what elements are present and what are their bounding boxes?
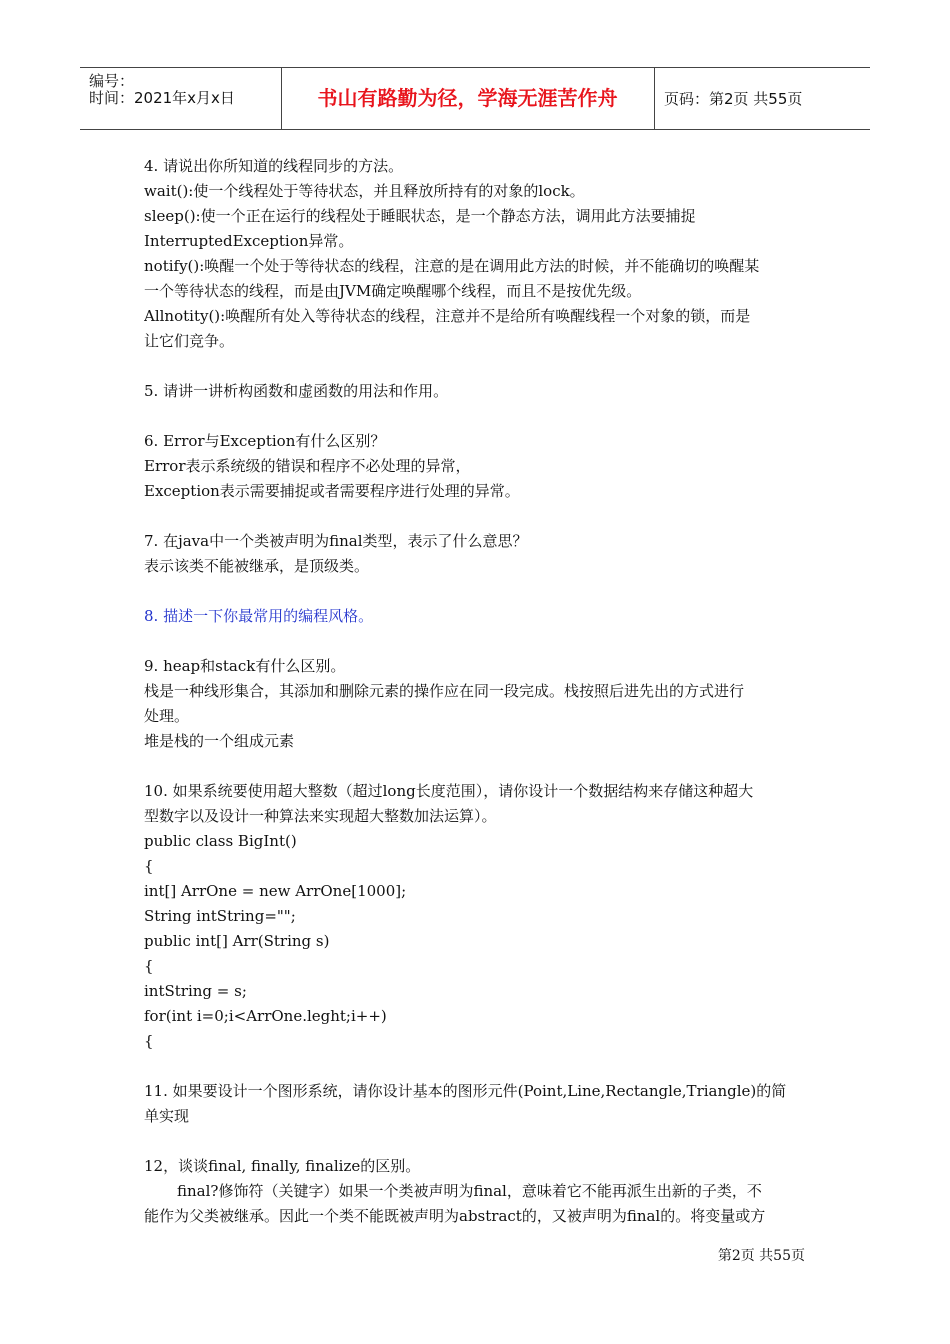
text-line: 堆是栈的一个组成元素	[144, 732, 295, 750]
text-line: String intString="";	[144, 907, 296, 925]
text-line: 9. heap和stack有什么区别。	[144, 657, 346, 675]
text-line: sleep():使一个正在运行的线程处于睡眠状态，是一个静态方法，调用此方法要捕捉	[144, 207, 696, 225]
blank-line	[144, 1054, 808, 1079]
text-line: 单实现	[144, 1107, 190, 1125]
blank-line	[144, 504, 808, 529]
header-page-cell	[655, 68, 870, 129]
text-line: 11. 如果要设计一个图形系统，请你设计基本的图形元件(Point,Line,Rectangle,Triangle)的简	[144, 1082, 787, 1100]
blank-line	[144, 404, 808, 429]
text-line: public int[] Arr(String s)	[144, 932, 330, 950]
time-label: 时间：2021年x月x日	[89, 89, 235, 107]
text-line: wait():使一个线程处于等待状态，并且释放所持有的对象的lock。	[144, 182, 585, 200]
text-line: {	[144, 957, 154, 975]
page-header	[80, 67, 870, 130]
header-motto-cell	[281, 68, 655, 129]
text-line: 能作为父类被继承。因此一个类不能既被声明为abstract的，又被声明为final的。将变量或方	[144, 1207, 766, 1225]
text-line: 12，谈谈final, finally, finalize的区别。	[144, 1157, 421, 1175]
text-line: Error表示系统级的错误和程序不必处理的异常，	[144, 457, 471, 475]
text-line: {	[144, 857, 154, 875]
page-footer: 第2页 共55页	[717, 1248, 805, 1264]
text-line: 让它们竞争。	[144, 332, 235, 350]
text-line: 表示该类不能被继承，是顶级类。	[144, 557, 370, 575]
text-line: {	[144, 1032, 154, 1050]
text-line: Exception表示需要捕捉或者需要程序进行处理的异常。	[144, 482, 520, 500]
blank-line	[144, 354, 808, 379]
text-line: 7. 在java中一个类被声明为final类型，表示了什么意思？	[144, 532, 528, 550]
blank-line	[144, 754, 808, 779]
text-line: intString = s;	[144, 982, 247, 1000]
text-line: 6. Error与Exception有什么区别？	[144, 432, 386, 450]
blank-line	[144, 1129, 808, 1154]
blank-line	[144, 579, 808, 604]
text-line: notify():唤醒一个处于等待状态的线程，注意的是在调用此方法的时候，并不能确切的唤醒某	[144, 257, 760, 275]
text-line: 5. 请讲一讲析构函数和虚函数的用法和作用。	[144, 382, 449, 400]
text-line: 型数字以及设计一种算法来实现超大整数加法运算）。	[144, 807, 497, 825]
text-line: 8. 描述一下你最常用的编程风格。	[144, 607, 374, 625]
number-label: 编号：	[89, 72, 135, 90]
text-line: int[] ArrOne = new ArrOne[1000];	[144, 882, 407, 900]
text-line: public class BigInt()	[144, 832, 297, 850]
text-line: Allnotity():唤醒所有处入等待状态的线程，注意并不是给所有唤醒线程一个对象的锁，而是	[144, 307, 751, 325]
text-line: for(int i=0;i<ArrOne.leght;i++)	[144, 1007, 387, 1025]
motto-text: 书山有路勤为径，学海无涯苦作舟	[317, 86, 618, 110]
text-line: 10. 如果系统要使用超大整数（超过long长度范围），请你设计一个数据结构来存储这种超大	[144, 782, 754, 800]
text-line: 栈是一种线形集合，其添加和删除元素的操作应在同一段完成。栈按照后进先出的方式进行	[144, 682, 745, 700]
text-line: 4. 请说出你所知道的线程同步的方法。	[144, 157, 404, 175]
blank-line	[144, 629, 808, 654]
text-line: 处理。	[144, 707, 190, 725]
page-number-label: 页码：第2页 共55页	[664, 90, 803, 108]
text-line: InterruptedException异常。	[144, 232, 354, 250]
header-info-cell	[80, 68, 282, 129]
text-line: 一个等待状态的线程，而是由JVM确定唤醒哪个线程，而且不是按优先级。	[144, 282, 642, 300]
text-line: final?修饰符（关键字）如果一个类被声明为final，意味着它不能再派生出新的子类，不	[177, 1182, 762, 1200]
document-body	[144, 154, 808, 1229]
